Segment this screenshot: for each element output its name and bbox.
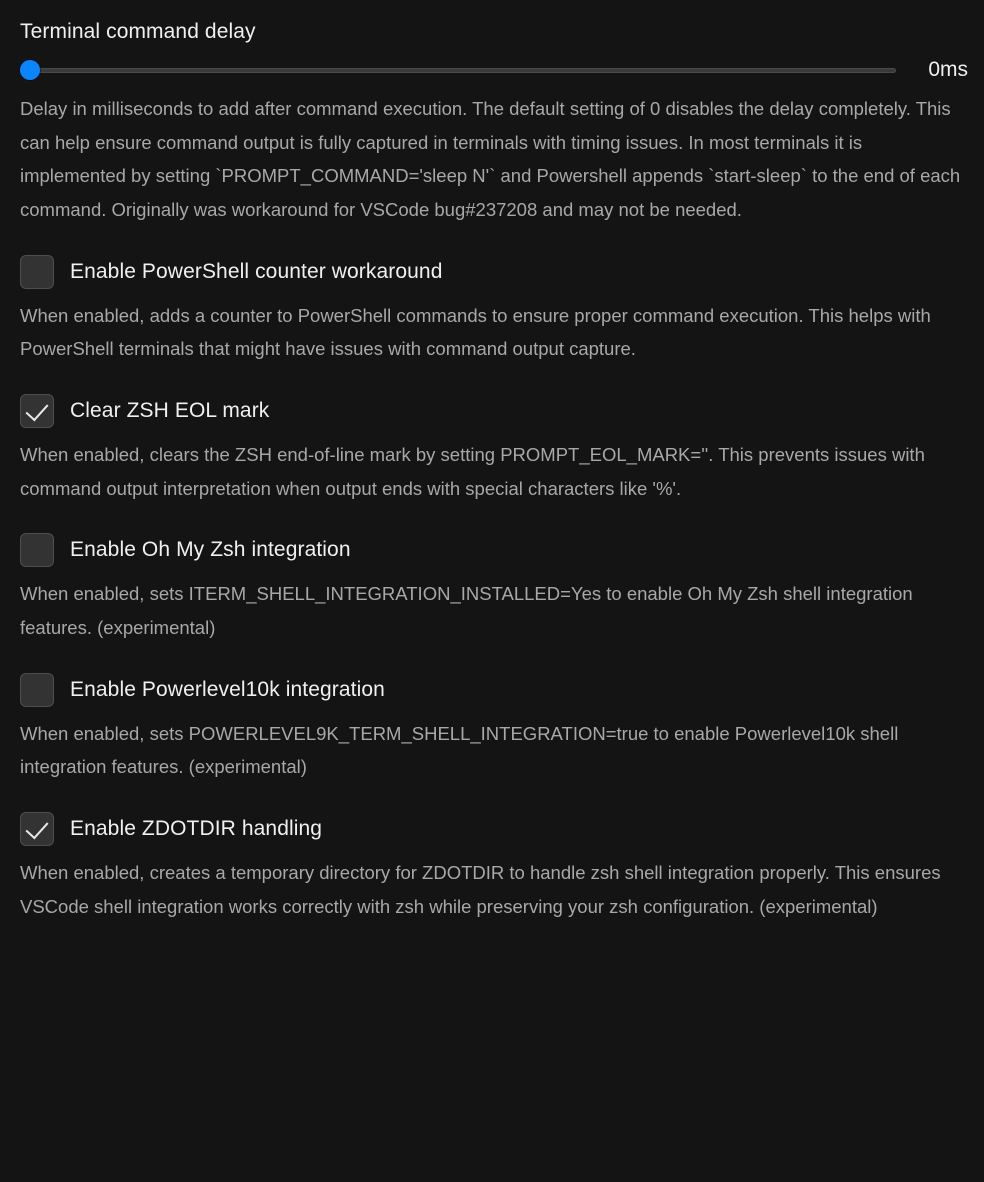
checkbox-powerlevel10k-integration[interactable]: [20, 673, 54, 707]
slider-track[interactable]: [20, 68, 896, 73]
terminal-command-delay-title: Terminal command delay: [20, 20, 256, 43]
slider-thumb[interactable]: [20, 60, 40, 80]
option-row[interactable]: [20, 394, 968, 428]
option-label: Enable Oh My Zsh integration: [70, 538, 351, 562]
option-description: When enabled, adds a counter to PowerShell commands to ensure proper command execution. This helps with PowerShell terminals that might have issues with command output capture.: [20, 304, 931, 360]
option-powershell-counter-workaround: [20, 255, 968, 366]
terminal-command-delay-setting: [20, 20, 968, 227]
option-row[interactable]: [20, 255, 968, 289]
option-label: Enable ZDOTDIR handling: [70, 816, 323, 840]
option-description: When enabled, clears the ZSH end-of-line mark by setting PROMPT_EOL_MARK=''. This prevents issues with command output interpretation when output ends with special characters like '%'.: [20, 443, 925, 499]
checkbox-clear-zsh-eol-mark[interactable]: [20, 394, 54, 428]
checkbox-oh-my-zsh-integration[interactable]: [20, 533, 54, 567]
option-label: Enable Powerlevel10k integration: [70, 677, 385, 701]
option-powerlevel10k-integration: [20, 673, 968, 784]
option-zdotdir-handling: [20, 812, 968, 923]
terminal-command-delay-description: Delay in milliseconds to add after command execution. The default setting of 0 disables the delay completely. This can help ensure command output is fully captured in terminals with timing issues. In most terminals it is implemented by setting `PROMPT_COMMAND='sleep N'` and Powershell appends `start-sleep` to the end of each command. Originally was workaround for VSCode bug#237208 and may not be needed.: [20, 98, 961, 220]
terminal-command-delay-slider-row: [20, 58, 968, 82]
option-label: Enable PowerShell counter workaround: [70, 259, 443, 283]
option-oh-my-zsh-integration: [20, 533, 968, 644]
option-label: Clear ZSH EOL mark: [70, 398, 270, 422]
option-row[interactable]: [20, 673, 968, 707]
terminal-command-delay-value: 0ms: [928, 58, 968, 81]
option-description: When enabled, sets POWERLEVEL9K_TERM_SHELL_INTEGRATION=true to enable Powerlevel10k shell integration features. (experimental): [20, 722, 899, 778]
terminal-command-delay-slider[interactable]: [20, 61, 896, 79]
option-row[interactable]: [20, 533, 968, 567]
option-row[interactable]: [20, 812, 968, 846]
checkbox-powershell-counter-workaround[interactable]: [20, 255, 54, 289]
checkbox-zdotdir-handling[interactable]: [20, 812, 54, 846]
option-description: When enabled, creates a temporary directory for ZDOTDIR to handle zsh shell integration properly. This ensures VSCode shell integration works correctly with zsh while preserving your zsh configuration. (experimental): [20, 861, 941, 917]
option-description: When enabled, sets ITERM_SHELL_INTEGRATION_INSTALLED=Yes to enable Oh My Zsh shell integration features. (experimental): [20, 583, 913, 638]
option-clear-zsh-eol-mark: [20, 394, 968, 505]
